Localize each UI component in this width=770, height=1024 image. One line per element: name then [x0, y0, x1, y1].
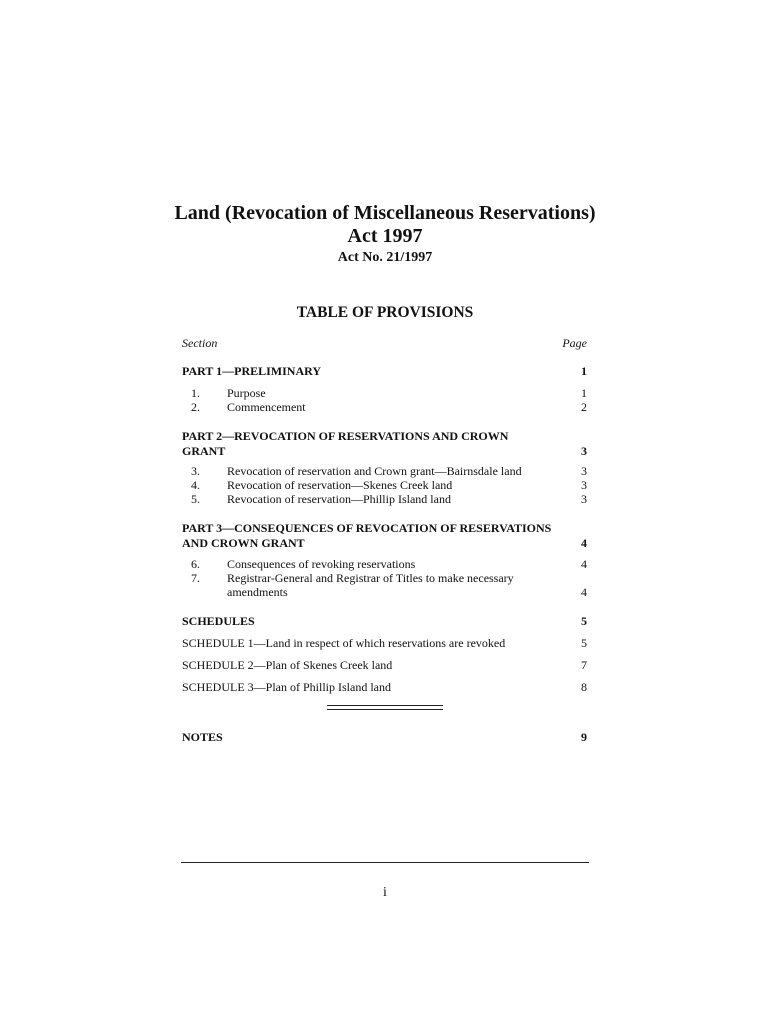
schedule-title: SCHEDULE 1—Land in respect of which reservations are revoked — [182, 636, 506, 650]
part-page: 3 — [581, 444, 587, 458]
section-title: Consequences of revoking reservations — [227, 557, 416, 571]
section-divider — [327, 705, 443, 710]
page-number: i — [383, 885, 387, 900]
part-heading-text: PART 2—REVOCATION OF RESERVATIONS AND CROWN GRANT — [182, 429, 509, 458]
document-title-line2: Act 1997 — [347, 225, 423, 247]
section-number: 5. — [191, 492, 200, 506]
schedule-page: 8 — [581, 680, 587, 694]
part-page: 4 — [581, 536, 587, 550]
column-section-label: Section — [182, 336, 218, 350]
toc-heading: TABLE OF PROVISIONS — [296, 304, 474, 321]
column-page-label: Page — [562, 336, 587, 350]
table-of-provisions — [182, 0, 587, 1024]
schedule-page: 7 — [581, 658, 587, 672]
section-title: Revocation of reservation—Skenes Creek land — [227, 478, 453, 492]
schedule-title: SCHEDULE 3—Plan of Phillip Island land — [182, 680, 391, 694]
section-title: Revocation of reservation—Phillip Island land — [227, 492, 451, 506]
section-page: 3 — [581, 492, 587, 506]
footer-rule — [181, 862, 589, 863]
schedule-page: 5 — [581, 636, 587, 650]
notes-heading-text: NOTES — [182, 730, 223, 744]
section-title: Commencement — [227, 400, 306, 414]
part-page: 1 — [581, 364, 587, 378]
section-number: 6. — [191, 557, 200, 571]
section-page: 4 — [581, 585, 587, 599]
section-number: 3. — [191, 464, 200, 478]
section-number: 4. — [191, 478, 200, 492]
notes-page: 9 — [581, 730, 587, 744]
section-title: Purpose — [227, 386, 266, 400]
section-page: 3 — [581, 478, 587, 492]
part-heading-text: PART 3—CONSEQUENCES OF REVOCATION OF RESERVATIONS AND CROWN GRANT — [182, 521, 552, 550]
section-title: Revocation of reservation and Crown grant—Bairnsdale land — [227, 464, 522, 478]
part-heading-text: PART 1—PRELIMINARY — [182, 364, 322, 378]
schedules-page: 5 — [581, 614, 587, 628]
schedules-heading-text: SCHEDULES — [182, 614, 255, 628]
section-number: 7. — [191, 571, 200, 585]
document-title-line1: Land (Revocation of Miscellaneous Reservations) — [174, 202, 596, 224]
section-page: 4 — [581, 557, 587, 571]
section-number: 2. — [191, 400, 200, 414]
section-page: 3 — [581, 464, 587, 478]
section-number: 1. — [191, 386, 200, 400]
section-page: 1 — [581, 386, 587, 400]
section-page: 2 — [581, 400, 587, 414]
section-title: Registrar-General and Registrar of Titles to make necessary amendments — [227, 571, 514, 599]
act-number: Act No. 21/1997 — [337, 250, 433, 265]
schedule-title: SCHEDULE 2—Plan of Skenes Creek land — [182, 658, 393, 672]
